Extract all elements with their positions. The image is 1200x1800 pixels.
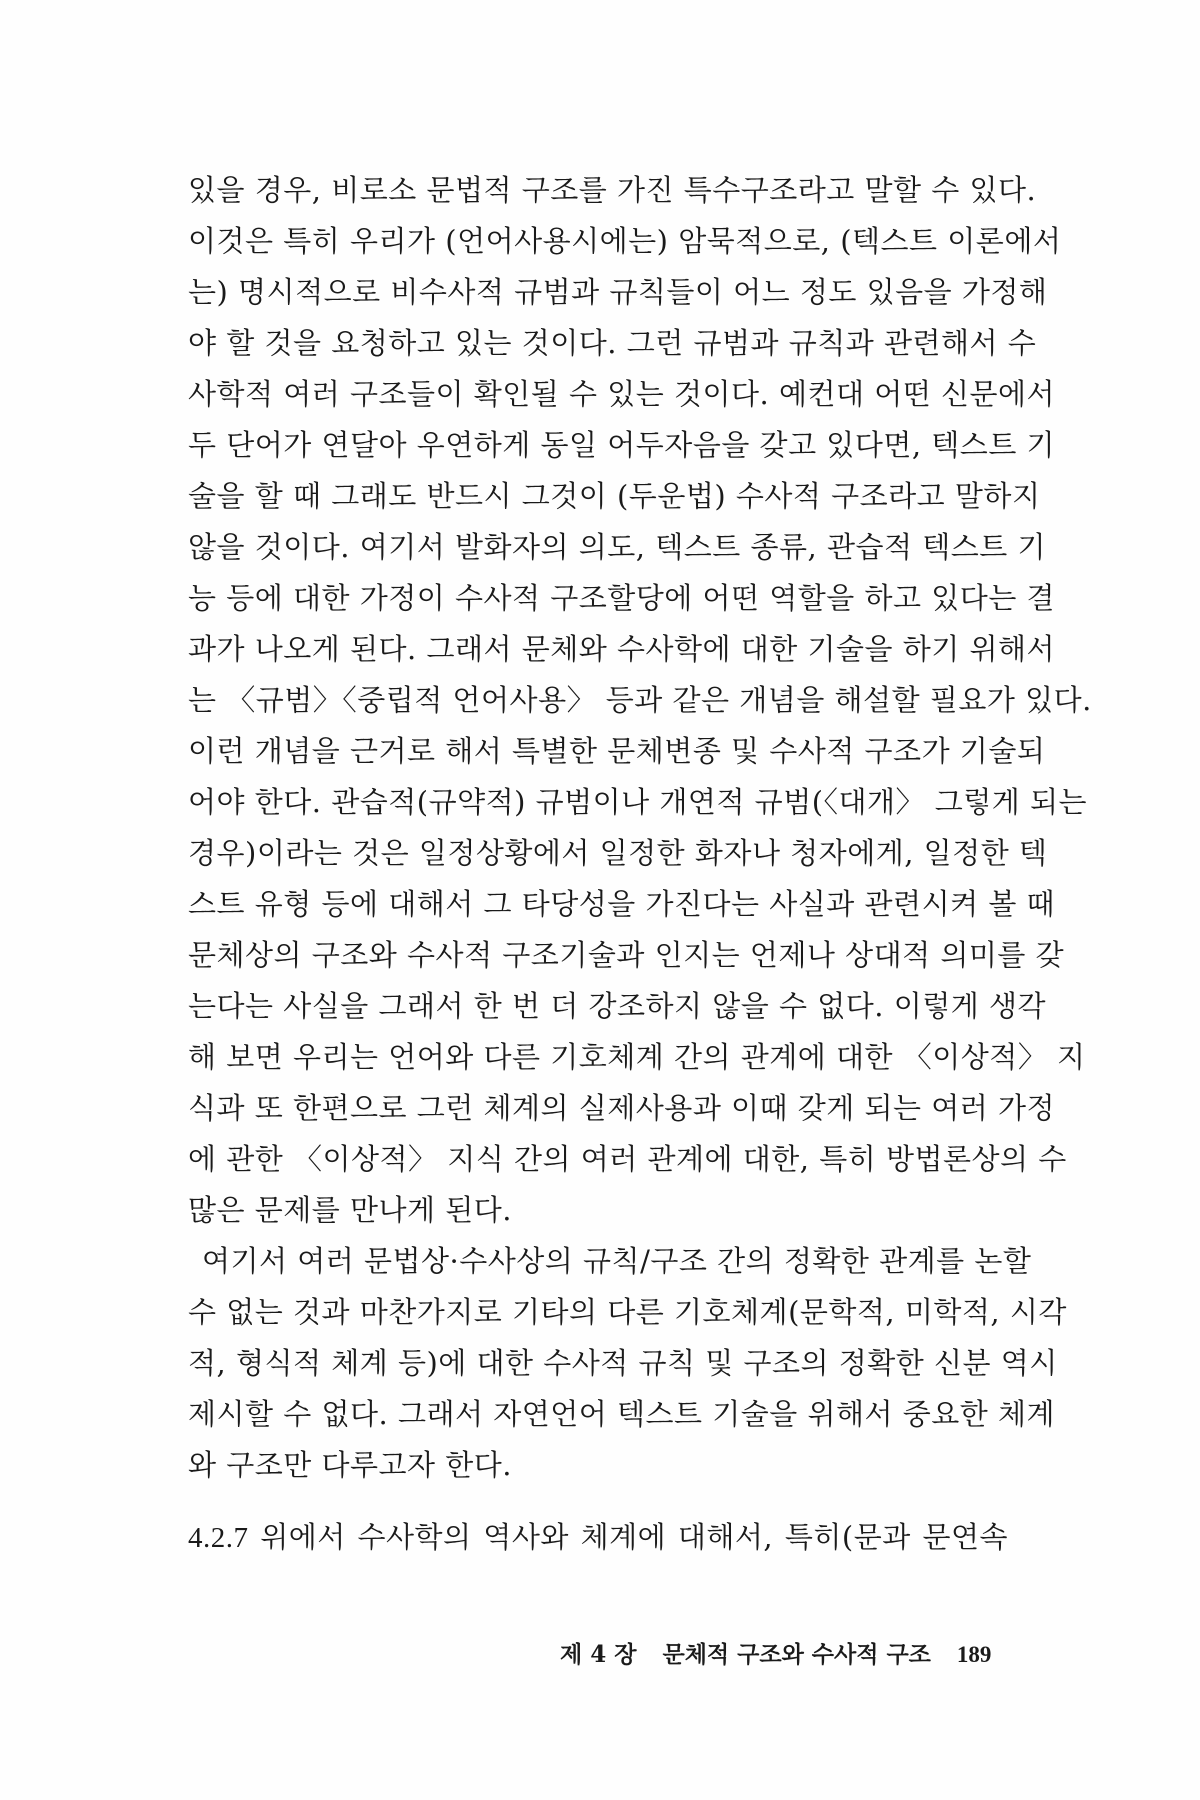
paragraph-start-line: 여기서 여러 문법상·수사상의 규칙/구조 간의 정확한 관계를 논할 bbox=[202, 1244, 1032, 1278]
paragraph-end-line: 와 구조만 다루고자 한다. bbox=[188, 1448, 513, 1482]
text-line: 경우)이라는 것은 일정상황에서 일정한 화자나 청자에게, 일정한 텍 bbox=[188, 836, 1048, 870]
text-line: 이것은 특히 우리가 (언어사용시에는) 암묵적으로, (텍스트 이론에서 bbox=[188, 224, 1062, 258]
text-line: 는) 명시적으로 비수사적 규범과 규칙들이 어느 정도 있음을 가정해 bbox=[188, 275, 1048, 309]
section-heading-paragraph bbox=[188, 1512, 1008, 1563]
text-line: 스트 유형 등에 대해서 그 타당성을 가진다는 사실과 관련시켜 볼 때 bbox=[188, 887, 1056, 921]
text-line: 두 단어가 연달아 우연하게 동일 어두자음을 갖고 있다면, 텍스트 기 bbox=[188, 428, 1056, 462]
body-text bbox=[188, 165, 1092, 1491]
paragraph-end-line: 많은 문제를 만나게 된다. bbox=[188, 1193, 513, 1227]
text-line: 는 〈규범〉〈중립적 언어사용〉 등과 같은 개념을 해설할 필요가 있다. bbox=[188, 683, 1092, 717]
text-line: 사학적 여러 구조들이 확인될 수 있는 것이다. 예컨대 어떤 신문에서 bbox=[188, 377, 1056, 411]
section-number: 4.2.7 bbox=[188, 1522, 249, 1554]
section-first-line bbox=[188, 1512, 1008, 1563]
text-line: 이런 개념을 근거로 해서 특별한 문체변종 및 수사적 구조가 기술되 bbox=[188, 734, 1046, 768]
text-line: 술을 할 때 그래도 반드시 그것이 (두운법) 수사적 구조라고 말하지 bbox=[188, 479, 1041, 513]
text-line: 적, 형식적 체계 등)에 대한 수사적 규칙 및 구조의 정확한 신분 역시 bbox=[188, 1346, 1058, 1380]
text-line: 수 없는 것과 마찬가지로 기타의 다른 기호체계(문학적, 미학적, 시각 bbox=[188, 1295, 1067, 1329]
text-line: 있을 경우, 비로소 문법적 구조를 가진 특수구조라고 말할 수 있다. bbox=[188, 173, 1037, 207]
page-number: 189 bbox=[956, 1642, 992, 1667]
footer-chapter: 제 4 장 bbox=[560, 1641, 637, 1668]
text-line: 야 할 것을 요청하고 있는 것이다. 그런 규범과 규칙과 관련해서 수 bbox=[188, 326, 1037, 360]
running-footer bbox=[560, 1640, 1000, 1670]
text-line: 에 관한 〈이상적〉 지식 간의 여러 관계에 대한, 특히 방법론상의 수 bbox=[188, 1142, 1067, 1176]
text-line: 식과 또 한편으로 그런 체계의 실제사용과 이때 갖게 되는 여러 가정 bbox=[188, 1091, 1056, 1125]
text-line: 어야 한다. 관습적(규약적) 규범이나 개연적 규범(〈대개〉 그렇게 되는 bbox=[188, 785, 1088, 819]
text-line: 제시할 수 없다. 그래서 자연언어 텍스트 기술을 위해서 중요한 체계 bbox=[188, 1397, 1056, 1431]
text-line: 는다는 사실을 그래서 한 번 더 강조하지 않을 수 없다. 이렇게 생각 bbox=[188, 989, 1046, 1023]
text-line: 문체상의 구조와 수사적 구조기술과 인지는 언제나 상대적 의미를 갖 bbox=[188, 938, 1065, 972]
section-text: 위에서 수사학의 역사와 체계에 대해서, 특히(문과 문연속 bbox=[260, 1520, 1008, 1554]
text-line: 과가 나오게 된다. 그래서 문체와 수사학에 대한 기술을 하기 위해서 bbox=[188, 632, 1056, 666]
footer-chapter-title: 문체적 구조와 수사적 구조 bbox=[662, 1641, 931, 1668]
text-line: 해 보면 우리는 언어와 다른 기호체계 간의 관계에 대한 〈이상적〉 지 bbox=[188, 1040, 1086, 1074]
text-line: 능 등에 대한 가정이 수사적 구조할당에 어떤 역할을 하고 있다는 결 bbox=[188, 581, 1056, 615]
text-line: 않을 것이다. 여기서 발화자의 의도, 텍스트 종류, 관습적 텍스트 기 bbox=[188, 530, 1046, 564]
